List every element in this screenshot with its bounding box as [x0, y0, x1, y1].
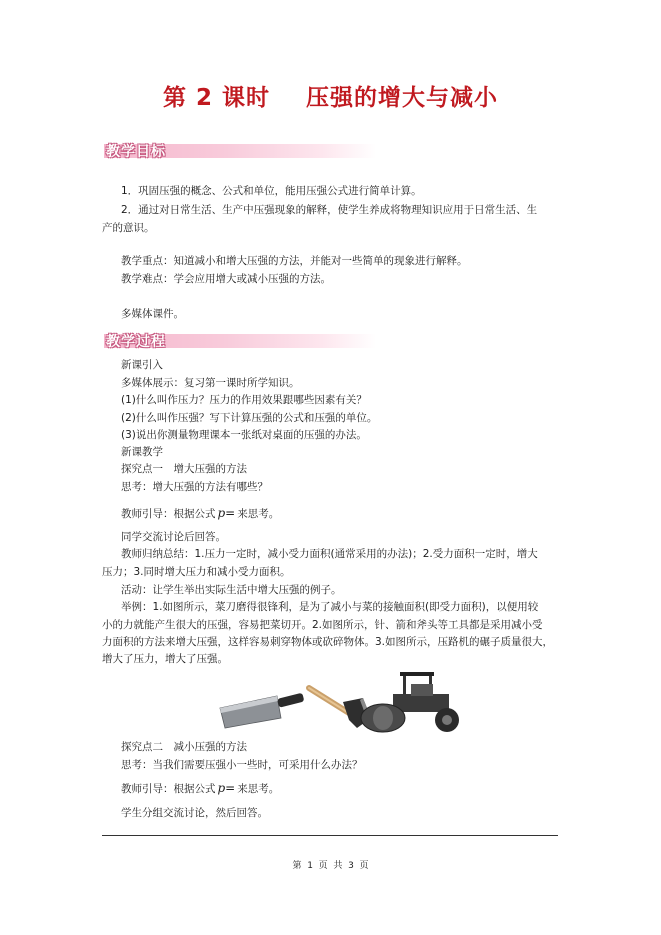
process-heading: 教学过程	[106, 334, 166, 350]
objective-line-1: 1．巩固压强的概念、公式和单位，能用压强公式进行简单计算。	[121, 185, 422, 197]
example-line-2: 小的力就能产生很大的压强，容易把菜切开。2.如图所示，针、箭和斧头等工具都是采用减小受	[102, 619, 543, 631]
objective-line-3: 产的意识。	[102, 222, 155, 234]
road-roller-illustration	[361, 672, 459, 732]
guide-text-a: 教师引导：根据公式	[121, 508, 216, 520]
difficult-point-line: 教学难点：学会应用增大或减小压强的方法。	[121, 273, 331, 285]
question-2: (2)什么叫作压强？写下计算压强的公式和压强的单位。	[121, 412, 378, 424]
point-2-guide	[121, 782, 279, 796]
summary-line-1: 教师归纳总结：1.压力一定时，减小受力面积(通常采用的办法)；2.受力面积一定时，增大	[121, 548, 538, 560]
cleaver-illustration	[220, 693, 304, 728]
pressure-formula: p=	[217, 506, 236, 520]
teach-heading: 新课教学	[121, 446, 163, 458]
key-point-line: 教学重点：知道减小和增大压强的方法，并能对一些简单的现象进行解释。	[121, 255, 468, 267]
activity-line: 活动：让学生举出实际生活中增大压强的例子。	[121, 584, 342, 596]
point-1-guide	[121, 507, 279, 521]
page-title: 第 2 课时 压强的增大与减小	[162, 85, 499, 111]
objectives-heading: 教学目标	[106, 144, 166, 160]
point-1-title: 探究点一 增大压强的方法	[121, 463, 247, 475]
question-1: (1)什么叫作压力？压力的作用效果跟哪些因素有关？	[121, 394, 367, 406]
question-3: (3)说出你测量物理课本一张纸对桌面的压强的办法。	[121, 429, 367, 441]
intro-heading: 新课引入	[121, 359, 163, 371]
page-footer: 第 1 页 共 3 页	[292, 861, 369, 871]
point-2-title: 探究点二 减小压强的方法	[121, 741, 247, 753]
process-section-banner	[104, 330, 376, 352]
point-2-think: 思考：当我们需要压强小一些时，可采用什么办法？	[121, 759, 363, 771]
guide-text-b: 来思考。	[237, 783, 280, 795]
objectives-section-banner	[104, 140, 376, 162]
example-line-1: 举例：1.如图所示，菜刀磨得很锋利，是为了减小与菜的接触面积(即受力面积)，以便用较	[121, 601, 539, 613]
guide-text-b: 来思考。	[237, 508, 280, 520]
discuss-line: 同学交流讨论后回答。	[121, 531, 226, 543]
resources-line: 多媒体课件。	[121, 308, 184, 320]
summary-line-2: 压力；3.同时增大压力和减小受力面积。	[102, 566, 291, 578]
group-discuss-line: 学生分组交流讨论，然后回答。	[121, 807, 268, 819]
pressure-formula: p=	[217, 781, 236, 795]
example-line-4: 增大了压力，增大了压强。	[102, 653, 228, 665]
objective-line-2: 2．通过对日常生活、生产中压强现象的解释，使学生养成将物理知识应用于日常生活、生	[121, 204, 538, 216]
example-line-3: 力面积的方法来增大压强，这样容易刺穿物体或砍碎物体。3.如图所示，压路机的碾子质量很大，	[102, 636, 554, 648]
guide-text-a: 教师引导：根据公式	[121, 783, 216, 795]
intro-show-line: 多媒体展示：复习第一课时所学知识。	[121, 377, 300, 389]
point-1-think: 思考：增大压强的方法有哪些？	[121, 481, 268, 493]
footer-divider	[102, 835, 558, 836]
tool-illustrations	[215, 666, 465, 738]
